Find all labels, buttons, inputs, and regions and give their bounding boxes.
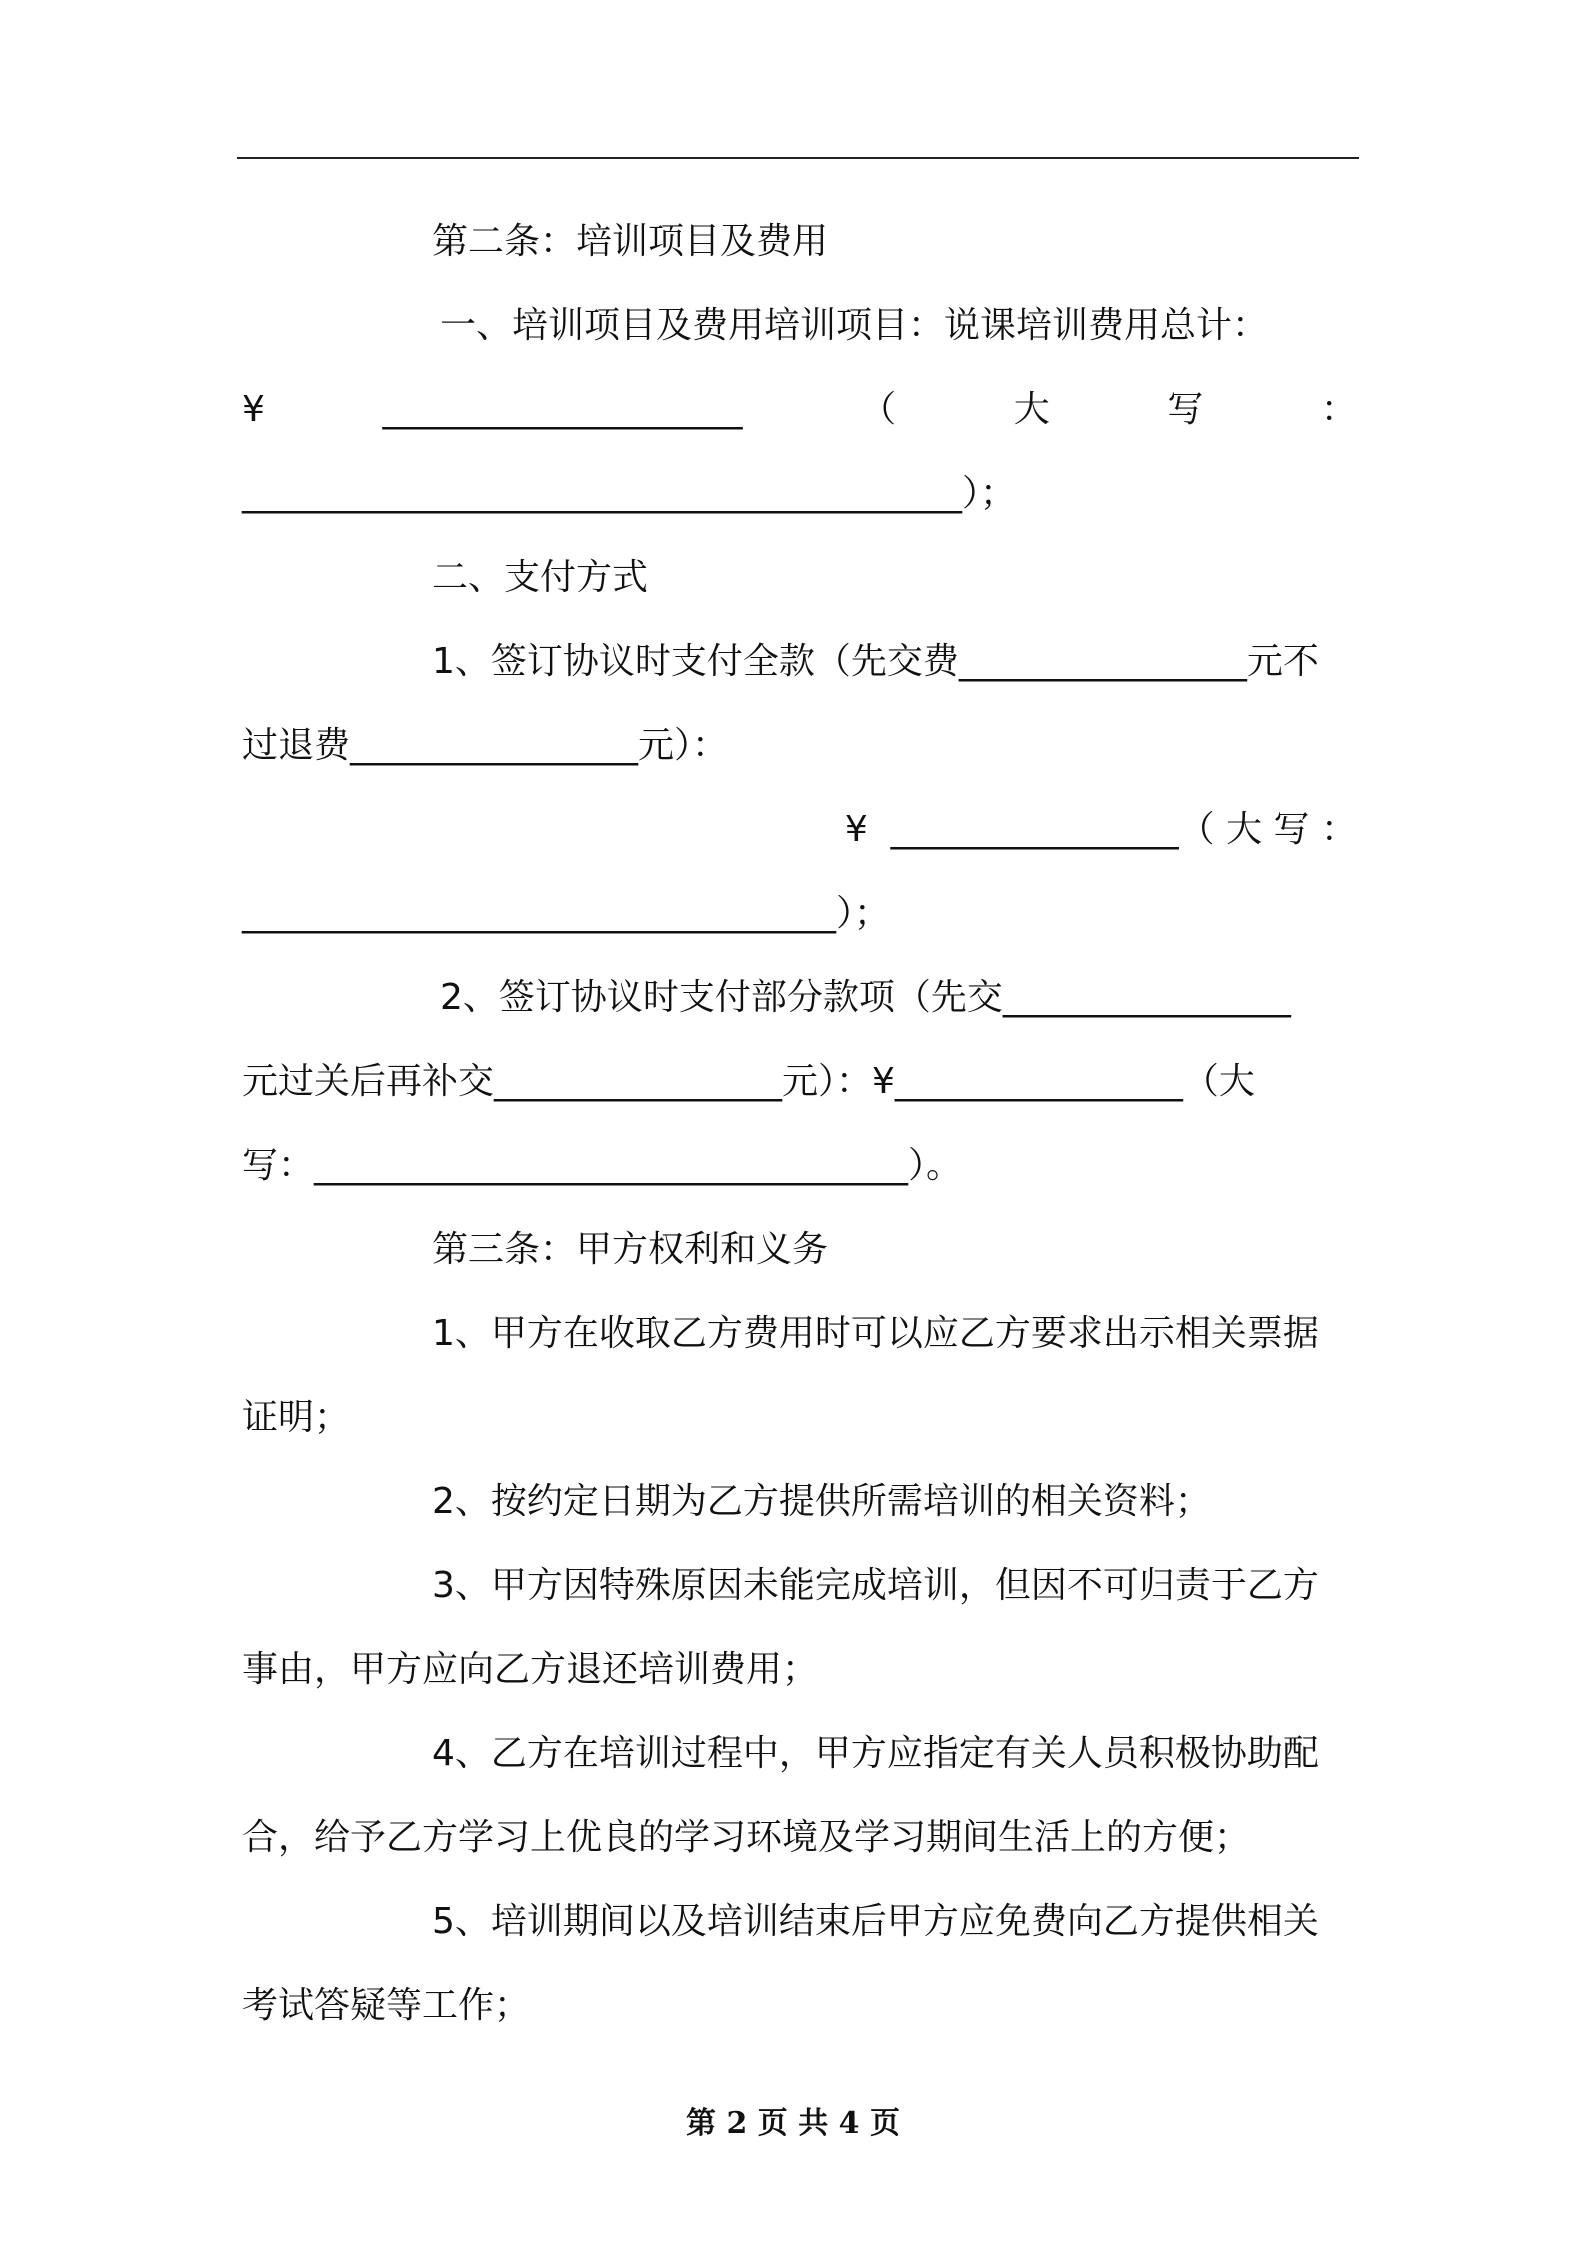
pay1-line3: ¥ ________________（ 大 写 ： <box>844 809 1357 850</box>
open-paren: （ <box>860 389 897 430</box>
article2-item1-line3: ________________________________________）； <box>242 473 1016 514</box>
article3-title: 第三条：甲方权利和义务 <box>432 1229 829 1270</box>
article3-item1-line2: 证明； <box>242 1397 351 1438</box>
article3-item4-line2: 合，给予乙方学习上优良的学习环境及学习期间生活上的方便； <box>242 1817 1251 1858</box>
article3-item4-line1: 4、乙方在培训过程中，甲方应指定有关人员积极协助配 <box>432 1733 1319 1774</box>
article2-item1-line2 <box>242 368 1357 452</box>
article2-item1-line1: 一、培训项目及费用培训项目：说课培训费用总计： <box>440 305 1269 346</box>
article3-item5-line2: 考试答疑等工作； <box>242 1985 531 2026</box>
page-number-footer: 第 2 页 共 4 页 <box>686 2106 900 2141</box>
blank-amount: ____________________ <box>382 389 743 430</box>
payment-title: 二、支付方式 <box>432 557 649 598</box>
article3-item1-line1: 1、甲方在收取乙方费用时可以应乙方要求出示相关票据 <box>432 1313 1319 1354</box>
pay2-line2: 元过关后再补交________________元）：¥________________（大 <box>242 1061 1255 1102</box>
colon: ： <box>1320 389 1357 430</box>
article3-item3-line1: 3、甲方因特殊原因未能完成培训，但因不可归责于乙方 <box>432 1565 1319 1606</box>
yen-symbol: ¥ <box>242 389 265 430</box>
article3-item3-line2: 事由，甲方应向乙方退还培训费用； <box>242 1649 819 1690</box>
header-rule <box>237 157 1359 159</box>
article3-item5-line1: 5、培训期间以及培训结束后甲方应免费向乙方提供相关 <box>432 1901 1319 1942</box>
pay2-line1: 2、签订协议时支付部分款项（先交________________ <box>440 977 1291 1018</box>
document-body <box>242 200 1357 2048</box>
article2-title: 第二条：培训项目及费用 <box>432 221 829 262</box>
pay2-line3: 写：_________________________________）。 <box>242 1145 962 1186</box>
word-xie: 写 <box>1167 389 1204 430</box>
article3-item2: 2、按约定日期为乙方提供所需培训的相关资料； <box>432 1481 1211 1522</box>
pay1-line1: 1、签订协议时支付全款（先交费________________元不 <box>432 641 1319 682</box>
word-da: 大 <box>1013 389 1050 430</box>
pay1-line2: 过退费________________元）： <box>242 725 729 766</box>
pay1-line4: _________________________________）； <box>242 893 890 934</box>
